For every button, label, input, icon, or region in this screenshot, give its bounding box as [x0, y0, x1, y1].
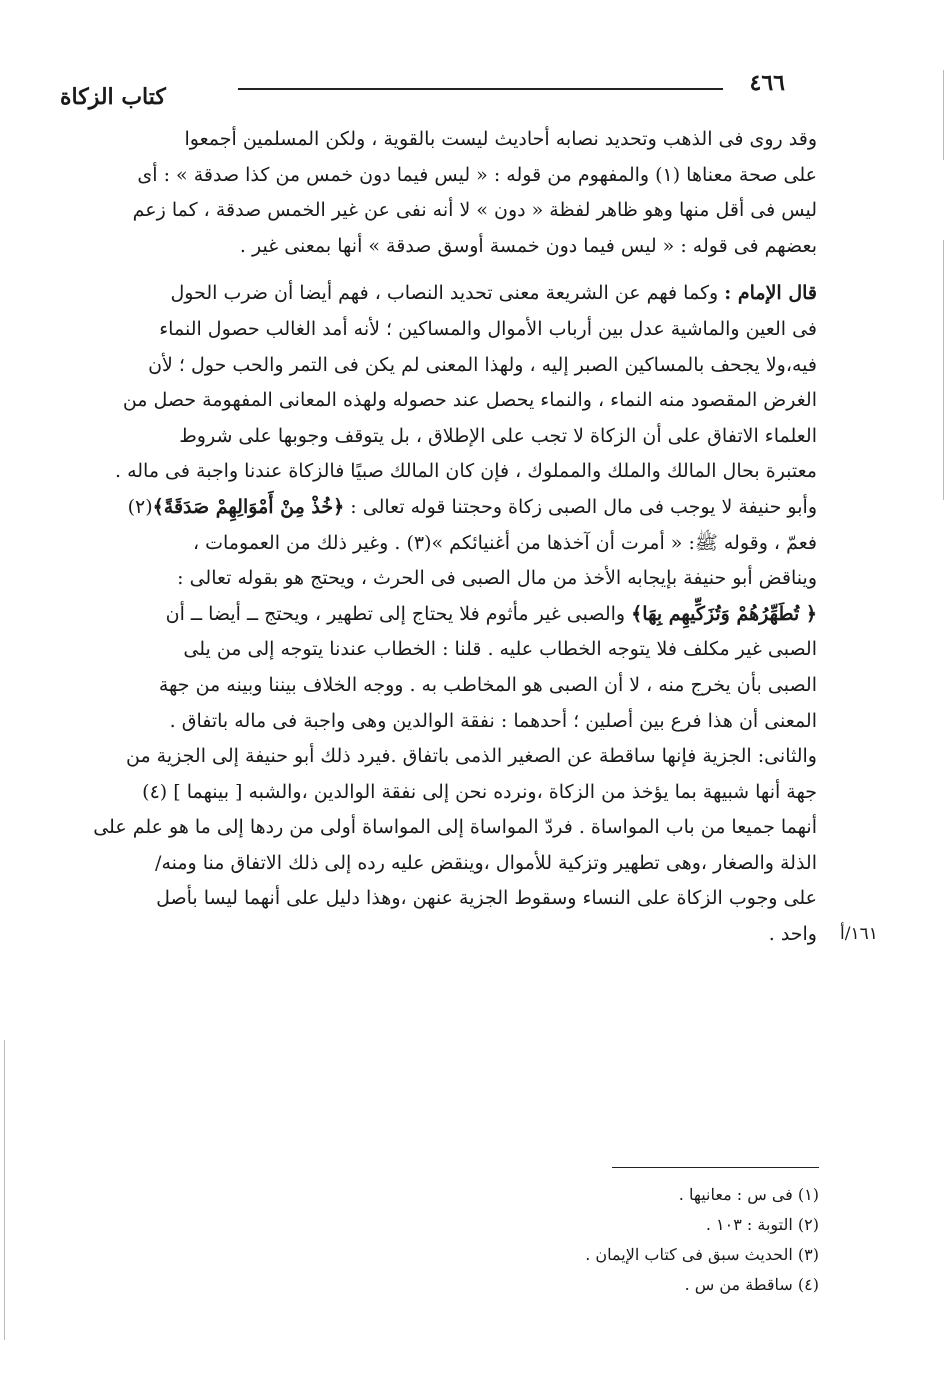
quran-intro: وأبو حنيفة لا يوجب فى مال الصبى زكاة وحجتنا قوله تعالى : — [350, 495, 817, 518]
text-line: واحد . — [768, 923, 817, 946]
text-line: فعمّ ، وقوله ﷺ: « أمرت أن آخذها من أغنيائكم »(٣) . وغير ذلك من العمومات ، — [192, 531, 817, 554]
quran-followup: والصبى غير مأثوم فلا يحتاج إلى تطهير ، ويحتج ــ أيضا ــ أن — [165, 602, 626, 625]
footnote: (٣) الحديث سبق فى كتاب الإيمان . — [585, 1245, 819, 1264]
footnote: (٤) ساقطة من س . — [684, 1275, 819, 1294]
quran-verse: ﴿خُذْ مِنْ أَمْوَالِهِمْ صَدَقَةً﴾ — [152, 495, 345, 518]
text-line: المعنى أن هذا فرع بين أصلين ؛ أحدهما : نفقة الوالدين وهى واجبة فى ماله باتفاق . — [169, 709, 817, 732]
header-rule — [238, 88, 723, 90]
quran-citation-line — [40, 490, 817, 526]
scan-edge-mark — [4, 1040, 5, 1340]
text-line: ويناقض أبو حنيفة بإيجابه الأخذ من مال الصبى فى الحرث ، ويحتج هو بقوله تعالى : — [177, 567, 817, 590]
quran-verse: ﴿ تُطَهِّرُهُمْ وَتُزَكِّيهِم بِهَا﴾ — [631, 602, 817, 625]
text-line: وقد روى فى الذهب وتحديد نصابه أحاديث ليست بالقوية ، ولكن المسلمين أجمعوا — [184, 128, 817, 150]
text-line: أنهما جميعا من باب المواساة . فردّ المواساة إلى المواساة أولى من ردها إلى ما هو علم على — [93, 816, 817, 839]
text-line: الصبى بأن يخرج منه ، لا أن الصبى هو المخاطب به . ووجه الخلاف بيننا وبينه من جهة — [158, 673, 817, 696]
quran-citation-line — [40, 597, 817, 633]
text-line: معتبرة بحال المالك والملك والمملوك ، فإن كان المالك صبيًا فالزكاة عندنا واجبة فى ماله . — [115, 460, 817, 483]
scan-edge-mark — [943, 240, 944, 500]
footnote: (١) فى س : معانيها . — [678, 1185, 819, 1204]
footnote: (٢) التوبة : ١٠٣ . — [705, 1215, 819, 1234]
text-line: والثانى: الجزية فإنها ساقطة عن الصغير الذمى باتفاق .فيرد ذلك أبو حنيفة إلى الجزية من — [126, 745, 817, 768]
text-line: فى العين والماشية عدل بين أرباب الأموال والمساكين ؛ لأنه أمد الغالب حصول النماء — [159, 317, 817, 340]
text-line: جهة أنها شبيهة بما يؤخذ من الزكاة ،ونرده نحن إلى نفقة الوالدين ،والشبه [ بينهما ] (٤) — [142, 780, 817, 803]
footnotes — [319, 1180, 819, 1300]
text-line: فيه،ولا يجحف بالمساكين الصبر إليه ، ولهذا المعنى لم يكن فى التمر والحب حول ؛ لأن — [148, 353, 817, 376]
manuscript-folio-note: ١٦١/أ — [840, 924, 878, 944]
text-line: الذلة والصغار ،وهى تطهير وتزكية للأموال ،وينقض عليه رده إلى ذلك الاتفاق منا ومنه/ — [155, 851, 817, 874]
text-line: ليس فى أقل منها وهو ظاهر لفظة « دون » لا أنه نفى عن غير الخمس صدقة ، كما زعم — [132, 199, 817, 222]
text-line: بعضهم فى قوله : « ليس فيما دون خمسة أوسق صدقة » أنها بمعنى غير . — [239, 234, 817, 257]
text-line: على صحة معناها (١) والمفهوم من قوله : « ليس فيما دون خمس من كذا صدقة » : أى — [137, 163, 817, 186]
scan-edge-mark — [943, 70, 944, 160]
imam-line — [40, 276, 817, 312]
page-header — [60, 68, 785, 108]
imam-lead: قال الإمام : — [724, 282, 817, 305]
running-title: كتاب الزكاة — [60, 84, 166, 110]
paragraph-gap — [40, 264, 817, 276]
text-line: العلماء الاتفاق على أن الزكاة لا تجب على الإطلاق ، بل يتوقف وجوبها على شروط — [179, 424, 817, 447]
footnote-ref: (٢) — [127, 495, 153, 518]
page-number: ٤٦٦ — [749, 70, 785, 96]
text-line: على وجوب الزكاة على النساء وسقوط الجزية عنهن ،وهذا دليل على أنهما ليسا بأصل — [156, 887, 817, 910]
footnote-rule — [612, 1167, 819, 1168]
main-text — [40, 122, 817, 953]
imam-text: وكما فهم عن الشريعة معنى تحديد النصاب ، فهم أيضا أن ضرب الحول — [170, 282, 719, 305]
text-line: الغرض المقصود منه النماء ، والنماء يحصل عند حصوله ولهذه المعانى المفهومة حصل من — [122, 389, 817, 412]
text-line: الصبى غير مكلف فلا يتوجه الخطاب عليه . قلنا : الخطاب عندنا يتوجه إلى من يلى — [183, 638, 817, 661]
